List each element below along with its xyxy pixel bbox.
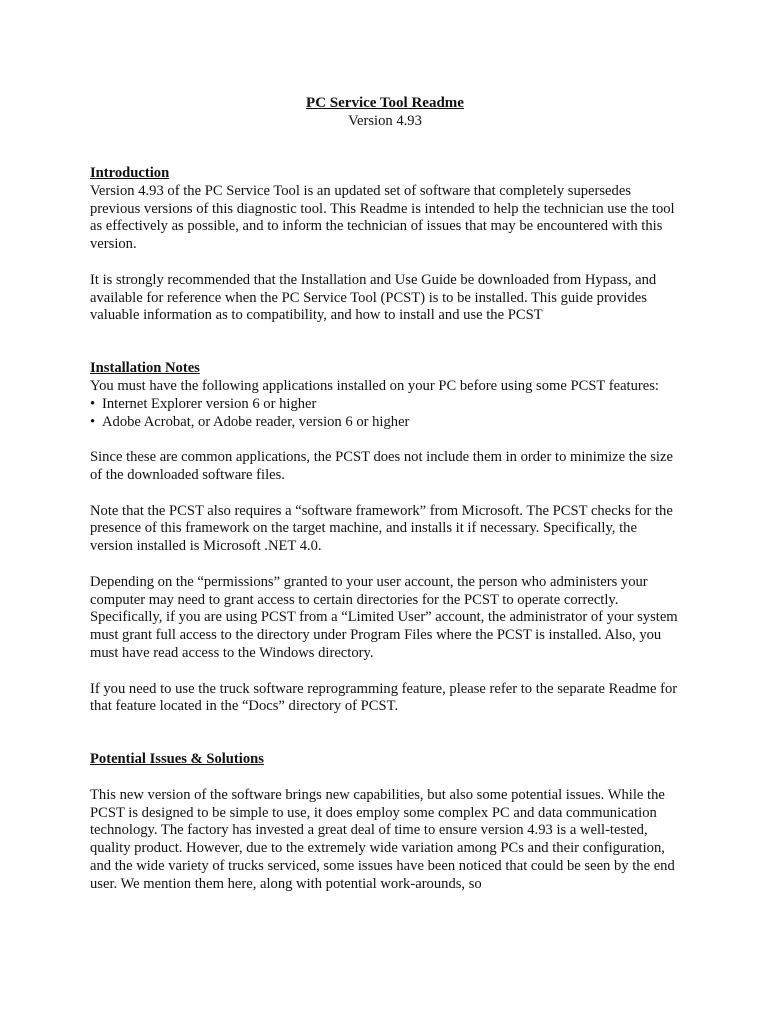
requirement-text: Internet Explorer version 6 or higher bbox=[102, 395, 317, 412]
potential-issues-heading: Potential Issues & Solutions bbox=[90, 751, 264, 768]
installation-notes-paragraph-3: Depending on the “permissions” granted to your user account, the person who administers your computer may need to grant access to certain directories for the PCST to operate correctly. Specifically, if you are using PCST from a “Limited User” account, the administrator of your system must grant full access to the directory under Program Files where the PCST is installed. Also, you must have read access to the Windows directory. bbox=[90, 573, 678, 661]
spacer bbox=[90, 769, 680, 787]
bullet-icon: • bbox=[90, 395, 96, 412]
installation-notes-section bbox=[90, 360, 680, 716]
list-item bbox=[90, 396, 680, 414]
potential-issues-section bbox=[90, 751, 680, 893]
installation-notes-intro: You must have the following applications installed on your PC before using some PCST features: bbox=[90, 377, 659, 394]
spacer bbox=[90, 716, 680, 751]
bullet-icon: • bbox=[90, 413, 96, 430]
introduction-paragraph-1: Version 4.93 of the PC Service Tool is an updated set of software that completely supersedes previous versions of this diagnostic tool. This Readme is intended to help the technician use the tool as effectively as possible, and to inform the technician of issues that may be encountered with this version. bbox=[90, 182, 675, 253]
list-item bbox=[90, 414, 680, 432]
document-version: Version 4.93 bbox=[348, 113, 422, 129]
requirements-list bbox=[90, 396, 680, 432]
introduction-section bbox=[90, 165, 680, 325]
spacer bbox=[90, 325, 680, 360]
spacer bbox=[90, 431, 680, 449]
potential-issues-paragraph-1: This new version of the software brings new capabilities, but also some potential issues. While the PCST is designed to be simple to use, it does employ some complex PC and data communication technology. The factory has invested a great deal of time to ensure version 4.93 is a well-tested, quality product. However, due to the extremely wide variation among PCs and their configuration, and the wide variety of trucks serviced, some issues have been noticed that could be seen by the end user. We mention them here, along with potential work-arounds, so bbox=[90, 786, 675, 892]
installation-notes-paragraph-4: If you need to use the truck software reprogramming feature, please refer to the separate Readme for that feature located in the “Docs” directory of PCST. bbox=[90, 680, 678, 715]
document-title: PC Service Tool Readme bbox=[306, 95, 464, 111]
spacer bbox=[90, 254, 680, 272]
requirement-text: Adobe Acrobat, or Adobe reader, version 6 or higher bbox=[102, 413, 410, 430]
spacer bbox=[90, 556, 680, 574]
introduction-paragraph-2: It is strongly recommended that the Installation and Use Guide be downloaded from Hypass, and available for reference when the PC Service Tool (PCST) is to be installed. This guide provides valuable information as to compatibility, and how to install and use the PCST bbox=[90, 271, 657, 324]
spacer bbox=[90, 663, 680, 681]
spacer bbox=[90, 485, 680, 503]
document-body bbox=[90, 94, 680, 893]
installation-notes-heading: Installation Notes bbox=[90, 360, 200, 377]
spacer bbox=[90, 130, 680, 165]
installation-notes-paragraph-2: Note that the PCST also requires a “software framework” from Microsoft. The PCST checks for the presence of this framework on the target machine, and installs it if necessary. Specifically, the version installed is Microsoft .NET 4.0. bbox=[90, 502, 673, 555]
installation-notes-paragraph-1: Since these are common applications, the PCST does not include them in order to minimize the size of the downloaded software files. bbox=[90, 449, 673, 483]
introduction-heading: Introduction bbox=[90, 165, 170, 181]
